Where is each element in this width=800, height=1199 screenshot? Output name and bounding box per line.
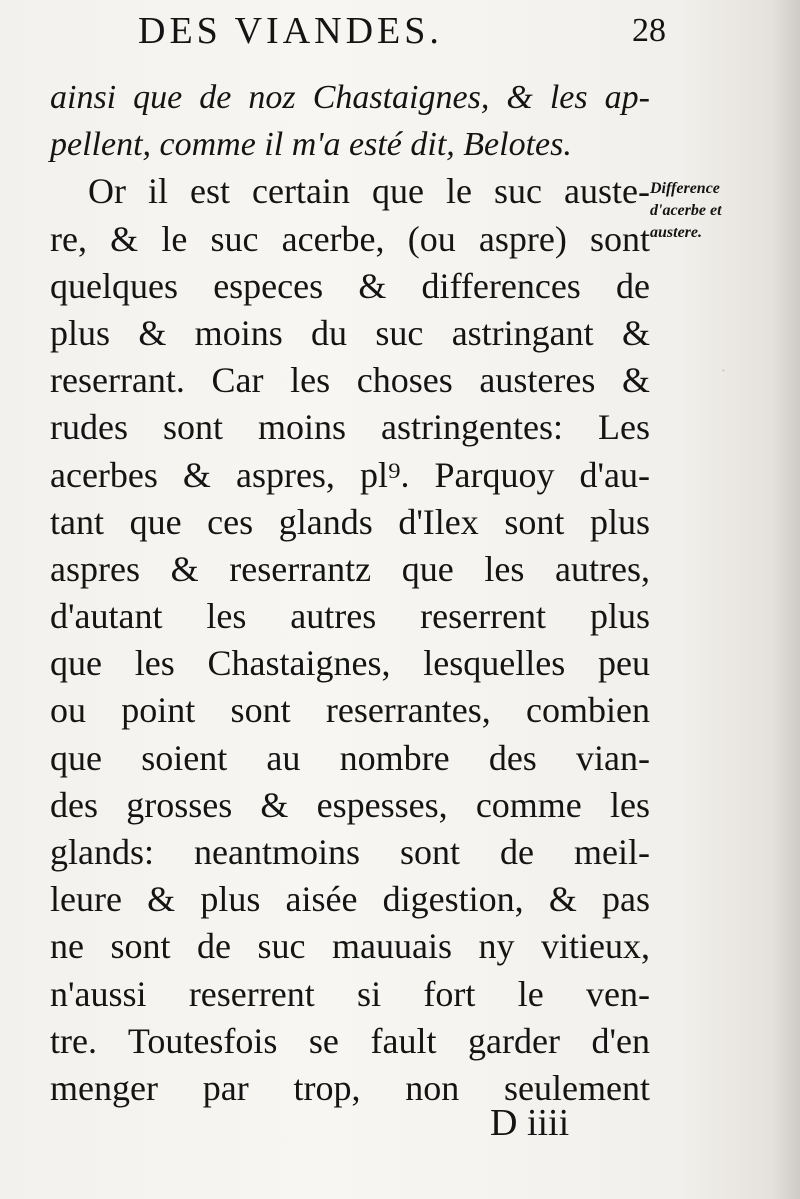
text-line: n'aussi reserrent si fort le ven- (50, 973, 650, 1014)
page-header (138, 6, 666, 56)
text-line: ou point sont reserrantes, combien (50, 690, 650, 731)
text-line: glands: neantmoins sont de meil- (50, 832, 650, 872)
signature-mark: D iiii (490, 1102, 570, 1144)
page-number: 28 (632, 12, 666, 49)
text-line: Or il est certain que le suc auste- (88, 171, 650, 212)
text-line: aspres & reserrantz que les autres, (50, 548, 650, 589)
text-line: des grosses & espesses, comme les (50, 784, 650, 825)
marginal-note-line: d'acerbe et (650, 202, 722, 219)
text-line: tant que ces glands d'Ilex sont plus (50, 501, 650, 542)
marginal-note-line: austere. (650, 224, 702, 241)
text-line: pellent, comme il m'a esté dit, Belotes. (50, 126, 572, 164)
text-line: d'autant les autres reserrent plus (50, 596, 650, 637)
text-line: re, & le suc acerbe, (ou aspre) sont (50, 218, 650, 259)
text-line: rudes sont moins astringentes: Les (50, 407, 650, 448)
text-line: plus & moins du suc astringant & (50, 312, 650, 353)
main-text (50, 74, 650, 1112)
text-line: reserrant. Car les choses austeres & (50, 360, 650, 401)
text-line: ainsi que de noz Chastaignes, & les ap- (50, 79, 650, 116)
show-through-ink: · (720, 360, 727, 382)
text-line: que les Chastaignes, lesquelles peu (50, 643, 650, 684)
running-title: DES VIANDES. (138, 10, 443, 52)
text-line: leure & plus aisée digestion, & pas (50, 879, 650, 920)
text-line: que soient au nombre des vian- (50, 737, 650, 778)
text-line: menger par trop, non seulement (50, 1067, 650, 1108)
marginal-note-line: Difference (650, 180, 720, 197)
text-line: quelques especes & differences de (50, 265, 650, 306)
text-line: ne sont de suc mauuais ny vitieux, (50, 926, 650, 967)
text-line: tre. Toutesfois se fault garder d'en (50, 1020, 650, 1061)
text-line: acerbes & aspres, pl⁹. Parquoy d'au- (50, 454, 650, 495)
marginal-note (650, 178, 790, 244)
